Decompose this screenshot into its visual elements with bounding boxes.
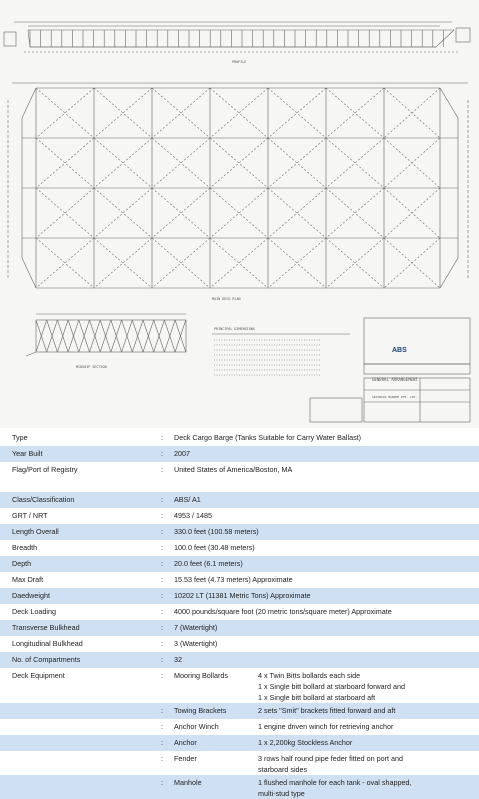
equipment-detail-line: 1 flushed manhole for each tank - oval shapped, xyxy=(258,778,412,787)
deck-plan-label: MAIN DECK PLAN xyxy=(212,297,241,301)
spec-value: 4000 pounds/square foot (20 metric tons/square meter) Approximate xyxy=(174,607,392,616)
builder-name: SEATRUCK MARINE PTE. LTD. xyxy=(372,395,418,399)
equipment-detail-line: 1 engine driven winch for retrieving anchor xyxy=(258,722,394,731)
spec-label: Deck Loading xyxy=(12,607,56,616)
spacer-row xyxy=(0,478,479,492)
colon-separator: : xyxy=(161,575,163,584)
equipment-label: Deck Equipment xyxy=(12,671,65,680)
equipment-row xyxy=(0,751,479,775)
colon-separator: : xyxy=(161,754,163,763)
spec-label: Type xyxy=(12,433,28,442)
spec-row xyxy=(0,588,479,604)
colon-separator: : xyxy=(161,465,163,474)
equipment-name: Fender xyxy=(174,754,197,763)
spec-label: Length Overall xyxy=(12,527,59,536)
colon-separator: : xyxy=(161,433,163,442)
equipment-name: Towing Brackets xyxy=(174,706,227,715)
colon-separator: : xyxy=(161,738,163,747)
equipment-detail-line: 1 x Single bitt bollard at starboard forward and xyxy=(258,682,406,691)
spec-value: ABS/ A1 xyxy=(174,495,201,504)
spec-row xyxy=(0,620,479,636)
colon-separator: : xyxy=(161,559,163,568)
equipment-detail-line: 2 sets "Smit" brackets fitted forward and aft xyxy=(258,706,396,715)
spec-value: 10202 LT (11381 Metric Tons) Approximate xyxy=(174,591,311,600)
spec-label: Breadth xyxy=(12,543,38,552)
colon-separator: : xyxy=(161,495,163,504)
spec-label: Class/Classification xyxy=(12,495,75,504)
colon-separator: : xyxy=(161,706,163,715)
equipment-row xyxy=(0,703,479,719)
colon-separator: : xyxy=(161,778,163,787)
colon-separator: : xyxy=(161,527,163,536)
spec-row xyxy=(0,508,479,524)
spec-row xyxy=(0,446,479,462)
colon-separator: : xyxy=(161,655,163,664)
colon-separator: : xyxy=(161,671,163,680)
spec-value: 100.0 feet (30.48 meters) xyxy=(174,543,255,552)
spec-row xyxy=(0,652,479,668)
spec-value: Deck Cargo Barge (Tanks Suitable for Carry Water Ballast) xyxy=(174,433,362,442)
spec-label: No. of Compartments xyxy=(12,655,81,664)
specifications-table xyxy=(0,430,479,799)
spec-value: 3 (Watertight) xyxy=(174,639,218,648)
equipment-row xyxy=(0,775,479,799)
colon-separator: : xyxy=(161,722,163,731)
equipment-detail-line: 4 x Twin Bitts bollards each side xyxy=(258,671,361,680)
drawing-title: GENERAL ARRANGEMENT xyxy=(372,377,418,382)
equipment-name: Mooring Bollards xyxy=(174,671,228,680)
equipment-detail-line: 1 x 2,200kg Stockless Anchor xyxy=(258,738,353,747)
spec-row xyxy=(0,524,479,540)
colon-separator: : xyxy=(161,511,163,520)
spec-value: United States of America/Boston, MA xyxy=(174,465,293,474)
spec-label: GRT / NRT xyxy=(12,511,48,520)
spec-label: Max Draft xyxy=(12,575,44,584)
profile-label: PROFILE xyxy=(232,60,247,64)
section-label: MIDSHIP SECTION xyxy=(76,365,107,369)
spec-value: 330.0 feet (100.58 meters) xyxy=(174,527,259,536)
spec-label: Flag/Port of Registry xyxy=(12,465,78,474)
equipment-name: Anchor xyxy=(174,738,197,747)
equipment-detail-line: 3 rows half round pipe feder fitted on port and xyxy=(258,754,404,763)
equipment-detail-line: multi-stud type xyxy=(258,789,305,798)
colon-separator: : xyxy=(161,639,163,648)
spec-value: 2007 xyxy=(174,449,190,458)
spec-label: Depth xyxy=(12,559,32,568)
spec-row xyxy=(0,636,479,652)
spec-label: Year Built xyxy=(12,449,43,458)
equipment-detail-line: starboard sides xyxy=(258,765,308,774)
equipment-detail-line: 1 x Single bitt bollard at starboard aft xyxy=(258,693,376,702)
spec-row xyxy=(0,604,479,620)
spec-row xyxy=(0,462,479,478)
colon-separator: : xyxy=(161,607,163,616)
spec-row xyxy=(0,492,479,508)
spec-label: Transverse Bulkhead xyxy=(12,623,80,632)
equipment-row xyxy=(0,719,479,735)
colon-separator: : xyxy=(161,543,163,552)
spec-row xyxy=(0,430,479,446)
colon-separator: : xyxy=(161,623,163,632)
spec-value: 20.0 feet (6.1 meters) xyxy=(174,559,243,568)
spec-value: 32 xyxy=(174,655,182,664)
abs-logo: ABS xyxy=(392,347,407,354)
spec-row xyxy=(0,556,479,572)
principal-dimensions-label: PRINCIPAL DIMENSIONS xyxy=(214,327,255,331)
colon-separator: : xyxy=(161,449,163,458)
equipment-row xyxy=(0,735,479,751)
equipment-name: Manhole xyxy=(174,778,202,787)
spec-value: 7 (Watertight) xyxy=(174,623,218,632)
spec-value: 4953 / 1485 xyxy=(174,511,212,520)
spec-label: Longitudinal Bulkhead xyxy=(12,639,83,648)
spec-row xyxy=(0,540,479,556)
spec-value: 15.53 feet (4.73 meters) Approximate xyxy=(174,575,293,584)
spec-label: Daedweight xyxy=(12,591,50,600)
equipment-row xyxy=(0,668,479,703)
equipment-name: Anchor Winch xyxy=(174,722,219,731)
colon-separator: : xyxy=(161,591,163,600)
spec-row xyxy=(0,572,479,588)
